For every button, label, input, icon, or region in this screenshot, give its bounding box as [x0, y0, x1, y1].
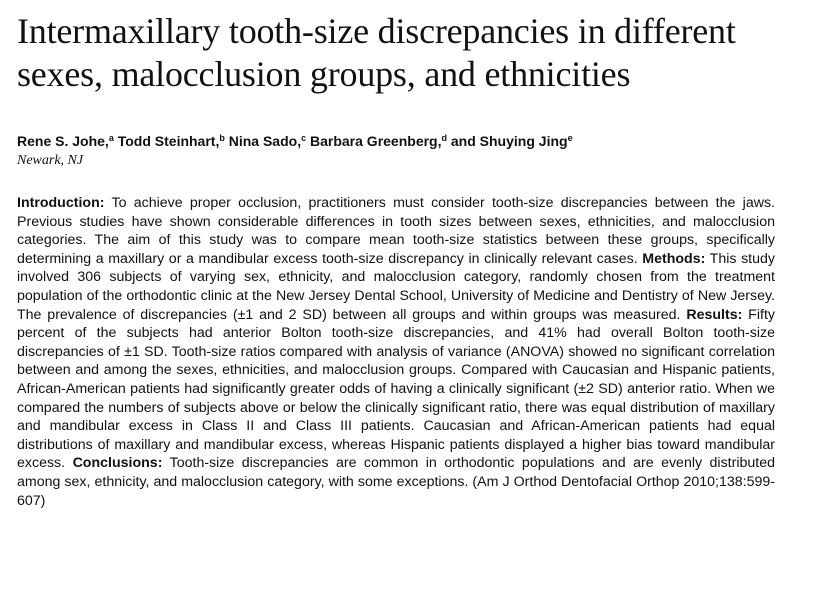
introduction-text: To achieve proper occlusion, practitioners must consider tooth-size discrepancies between the jaws. Previous studies have shown considerable differences in tooth sizes between sexes, ethnicities, and malocclusion categories. The aim of this study was to compare mean tooth-size statistics between these groups, specifically determining a maxillary or a mandibular excess tooth-size discrepancy in clinically relevant cases. [17, 195, 775, 267]
author-affiliation-marker: c [301, 133, 307, 143]
methods-label: Methods: [642, 250, 706, 267]
affiliation: Newark, NJ [17, 153, 84, 168]
article-page [17, 10, 777, 524]
author-affiliation-marker: e [567, 133, 573, 143]
author-name: Todd Steinhart, [117, 133, 220, 149]
abstract [17, 194, 775, 510]
article-title: Intermaxillary tooth-size discrepancies in different sexes, malocclusion groups, and ethnicities [17, 11, 736, 94]
methods-text: This study involved 306 subjects of varying sex, ethnicity, and malocclusion category, randomly chosen from the treatment population of the orthodontic clinic at the New Jersey Dental School, University of Medicine and Dentistry of New Jersey. The prevalence of discrepancies (±1 and 2 SD) between all groups and within groups was measured. [17, 250, 775, 323]
author-affiliation-marker: d [441, 133, 447, 143]
author-name: and Shuying Jing [450, 133, 568, 149]
author-name: Nina Sado, [228, 133, 302, 149]
conclusions-text: Tooth-size discrepancies are common in orthodontic populations and are evenly distributed among sex, ethnicity, and malocclusion category, with some exceptions. (Am J Orthod Dentofacial Orthop 2010;138:599-607) [17, 455, 775, 509]
author-list [17, 132, 777, 150]
introduction-label: Introduction: [17, 195, 105, 211]
author-affiliation-marker: a [108, 133, 114, 143]
author-name: Rene S. Johe, [17, 133, 109, 149]
results-label: Results: [686, 306, 743, 323]
conclusions-label: Conclusions: [72, 455, 163, 472]
author-affiliation-marker: b [219, 133, 225, 143]
author-name: Barbara Greenberg, [310, 133, 442, 149]
results-text: Fifty percent of the subjects had anterior Bolton tooth-size discrepancies, and 41% had overall Bolton tooth-size discrepancies of ±1 SD. Tooth-size ratios compared with analysis of variance (ANOVA) showed no significant correlation between and among the sexes, ethnicities, and malocclusion groups. Compared with Caucasian and Hispanic patients, African-American patients had significantly greater odds of having a clinically significant (±2 SD) anterior ratio. When we compared the numbers of subjects above or below the clinically significant ratio, there was equal distribution of maxillary and mandibular excess in Class II and Class III patients. Caucasian and African-American patients had equal distributions of maxillary and mandibular excess, whereas Hispanic patients displayed a higher bias toward mandibular excess. [17, 306, 775, 472]
